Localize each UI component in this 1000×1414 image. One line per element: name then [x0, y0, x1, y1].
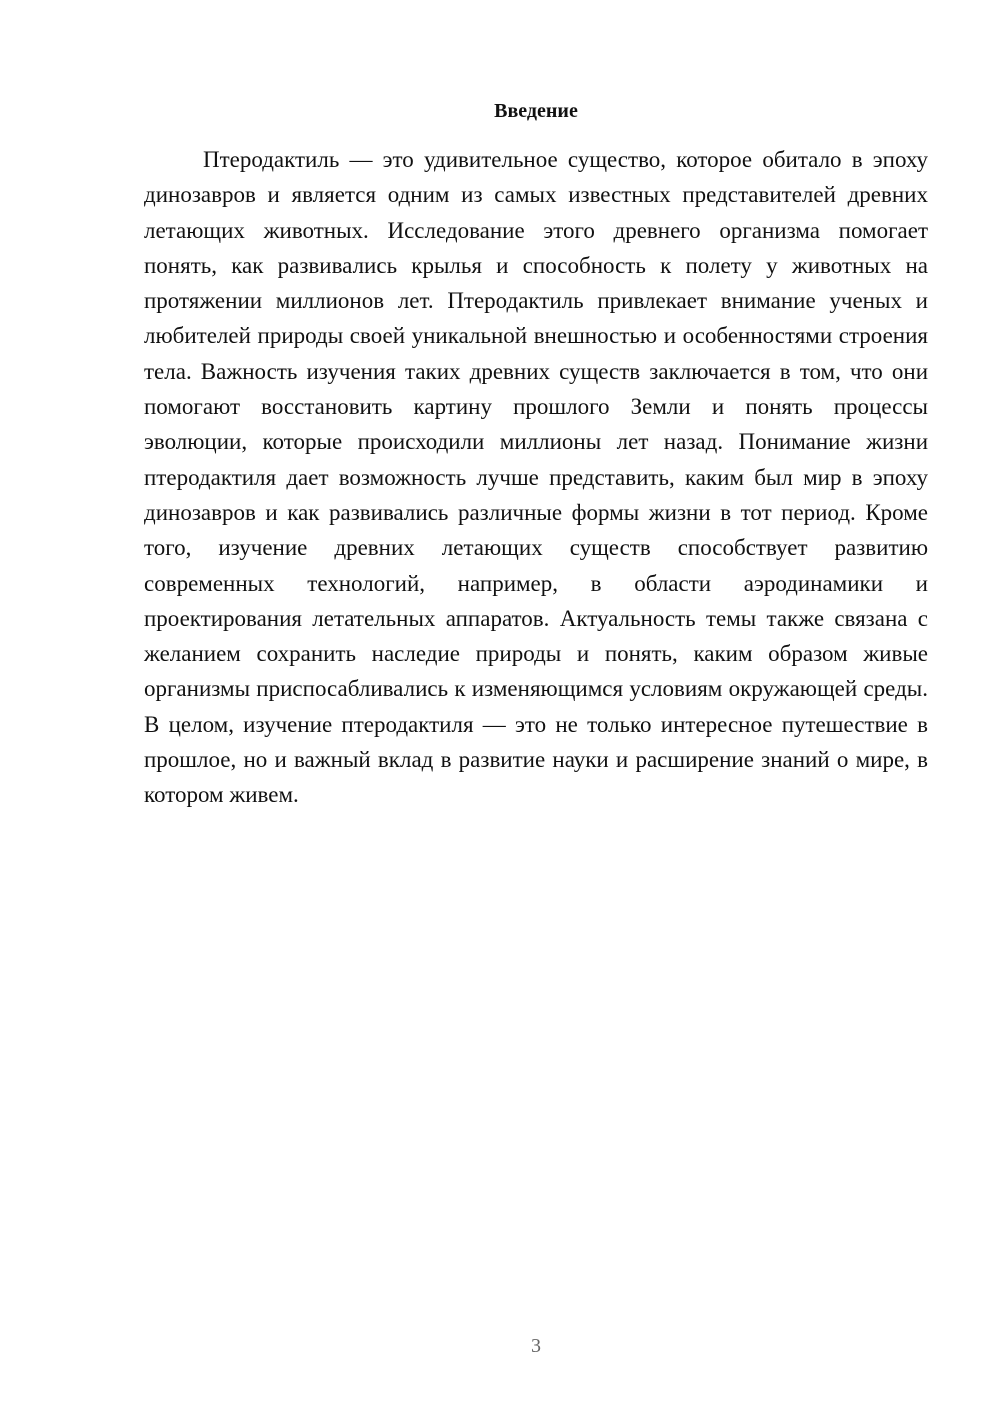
- body-paragraph: Птеродактиль — это удивительное существо, которое обитало в эпоху динозавров и является одним из самых известных представителей древних летающих животных. Исследование этого древнего организма помогает понять, как развивались крылья и способность к полету у животных на протяжении миллионов лет. Птеродактиль привлекает внимание ученых и любителей природы своей уникальной внешностью и особенностями строения тела. Важность изучения таких древних существ заключается в том, что они помогают восстановить картину прошлого Земли и понять процессы эволюции, которые происходили миллионы лет назад. Понимание жизни птеродактиля дает возможность лучше представить, каким был мир в эпоху динозавров и как развивались различные формы жизни в тот период. Кроме того, изучение древних летающих существ способствует развитию современных технологий, например, в области аэродинамики и проектирования летательных аппаратов. Актуальность темы также связана с желанием сохранить наследие природы и понять, каким образом живые организмы приспосабливались к изменяющимся условиям окружающей среды. В целом, изучение птеродактиля — это не только интересное путешествие в прошлое, но и важный вклад в развитие науки и расширение знаний о мире, в котором живем.: [144, 147, 928, 808]
- page-number: 3: [531, 1335, 541, 1357]
- section-heading: Введение: [494, 100, 578, 122]
